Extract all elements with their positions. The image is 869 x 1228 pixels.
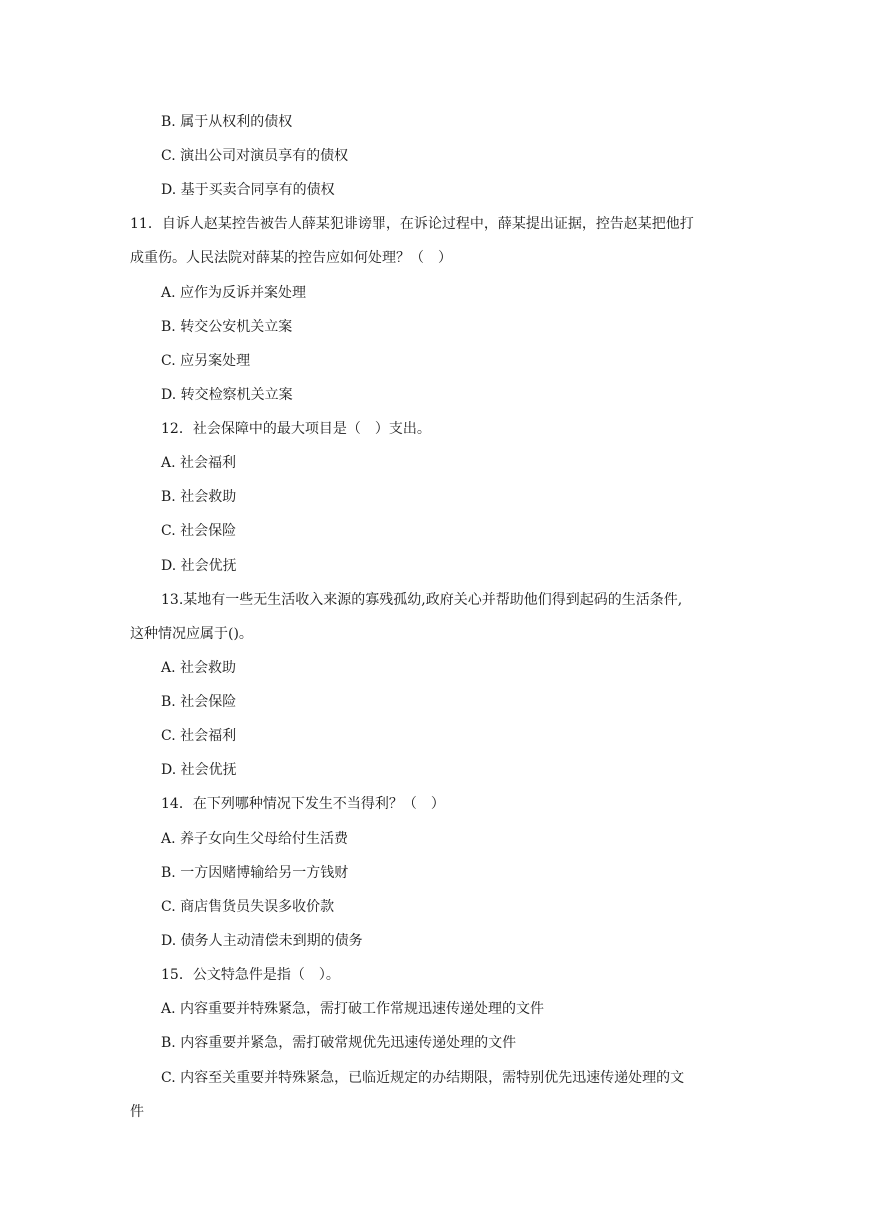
q13-option-b: B. 社会保险 [161, 694, 237, 710]
q10-option-d: D. 基于买卖合同享有的债权 [161, 182, 335, 198]
q10-option-c: C. 演出公司对演员享有的债权 [161, 148, 349, 164]
q11-option-a: A. 应作为反诉并案处理 [161, 285, 307, 301]
q14-option-c: C. 商店售货员失误多收价款 [161, 899, 335, 915]
q13-stem-line1: 13.某地有一些无生活收入来源的寡残孤幼,政府关心并帮助他们得到起码的生活条件, [161, 592, 683, 608]
q14-option-b: B. 一方因赌博输给另一方钱财 [161, 865, 349, 881]
q11-stem-line1: 11．自诉人赵某控告被告人薛某犯诽谤罪，在诉论过程中，薛某提出证据，控告赵某把他打 [130, 216, 694, 232]
q11-stem-line2: 成重伤。人民法院对薛某的控告应如何处理？（ ） [130, 250, 452, 266]
q15-option-c-line1: C. 内容至关重要并特殊紧急，已临近规定的办结期限，需特别优先迅速传递处理的文 [161, 1070, 685, 1086]
q11-option-d: D. 转交检察机关立案 [161, 387, 293, 403]
q15-stem: 15．公文特急件是指（ ）。 [161, 967, 340, 983]
q12-option-c: C. 社会保险 [161, 523, 237, 539]
q12-option-b: B. 社会救助 [161, 489, 237, 505]
q15-option-a: A. 内容重要并特殊紧急，需打破工作常规迅速传递处理的文件 [161, 1001, 545, 1017]
q15-option-b: B. 内容重要并紧急，需打破常规优先迅速传递处理的文件 [161, 1035, 517, 1051]
q13-option-d: D. 社会优抚 [161, 762, 237, 778]
q11-option-b: B. 转交公安机关立案 [161, 319, 293, 335]
q14-option-a: A. 养子女向生父母给付生活费 [161, 831, 349, 847]
q15-option-c-line2: 件 [130, 1104, 144, 1120]
q10-option-b: B. 属于从权利的债权 [161, 114, 293, 130]
q14-option-d: D. 债务人主动清偿未到期的债务 [161, 933, 363, 949]
q12-stem: 12．社会保障中的最大项目是（ ）支出。 [161, 421, 431, 437]
q11-option-c: C. 应另案处理 [161, 353, 251, 369]
q13-stem-line2: 这种情况应属于()。 [130, 626, 253, 642]
q12-option-d: D. 社会优抚 [161, 558, 237, 574]
q12-option-a: A. 社会福利 [161, 455, 237, 471]
q14-stem: 14．在下列哪种情况下发生不当得利？（ ） [161, 796, 445, 812]
q13-option-a: A. 社会救助 [161, 660, 237, 676]
q13-option-c: C. 社会福利 [161, 728, 237, 744]
